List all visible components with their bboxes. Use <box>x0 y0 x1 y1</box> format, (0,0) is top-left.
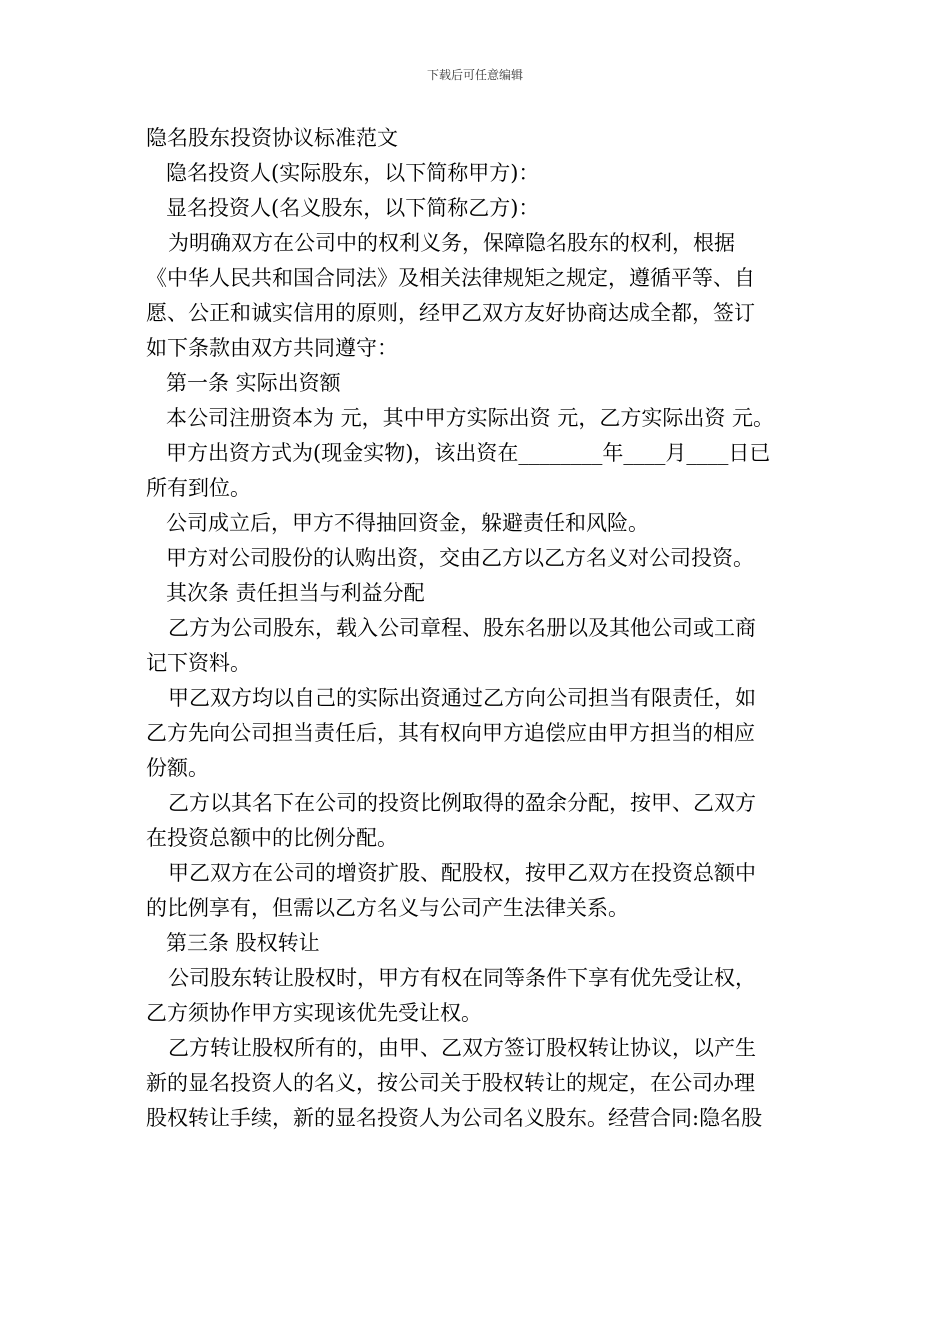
text-line: 愿、公正和诚实信用的原则，经甲乙双方友好协商达成全都，签订 <box>146 301 755 325</box>
page-header: 下载后可任意编辑 <box>426 68 523 82</box>
text-line: 新的显名投资人的名义，按公司关于股权转让的规定，在公司办理 <box>146 1071 755 1095</box>
text-line: 乙方须协作甲方实现该优先受让权。 <box>146 1001 482 1025</box>
text-line: 记下资料。 <box>146 651 251 675</box>
text-line: 乙方以其名下在公司的投资比例取得的盈余分配，按甲、乙双方 <box>168 791 756 815</box>
text-line: 股权转让手续，新的显名投资人为公司名义股东。经营合同:隐名股 <box>146 1106 763 1130</box>
document-title: 隐名股东投资协议标准范文 <box>146 126 398 150</box>
document-body <box>146 121 808 1136</box>
text-line: 本公司注册资本为 元，其中甲方实际出资 元，乙方实际出资 元。 <box>166 406 775 430</box>
text-line: 显名投资人(名义股东，以下简称乙方)： <box>166 196 540 220</box>
text-line: 乙方先向公司担当责任后，其有权向甲方追偿应由甲方担当的相应 <box>146 721 755 745</box>
text-line: 甲方对公司股份的认购出资，交由乙方以乙方名义对公司投资。 <box>166 546 754 570</box>
text-line: 所有到位。 <box>146 476 251 500</box>
text-line: 为明确双方在公司中的权利义务，保障隐名股东的权利，根据 <box>168 231 735 255</box>
text-line: 公司股东转让股权时，甲方有权在同等条件下享有优先受让权， <box>168 966 756 990</box>
text-line: 乙方为公司股东，载入公司章程、股东名册以及其他公司或工商 <box>168 616 756 640</box>
text-line: 份额。 <box>146 756 209 780</box>
section-heading: 第三条 股权转让 <box>166 931 320 955</box>
text-line: 隐名投资人(实际股东，以下简称甲方)： <box>166 161 540 185</box>
text-line: 《中华人民共和国合同法》及相关法律规矩之规定，遵循平等、自 <box>146 266 755 290</box>
text-line: 在投资总额中的比例分配。 <box>146 826 398 850</box>
text-line: 如下条款由双方共同遵守： <box>146 336 398 360</box>
text-line: 公司成立后，甲方不得抽回资金，躲避责任和风险。 <box>166 511 649 535</box>
text-line: 的比例享有，但需以乙方名义与公司产生法律关系。 <box>146 896 629 920</box>
text-line: 甲乙双方均以自己的实际出资通过乙方向公司担当有限责任，如 <box>168 686 756 710</box>
text-line: 甲方出资方式为(现金实物)，该出资在________年____月____日已 <box>166 441 771 465</box>
section-heading: 第一条 实际出资额 <box>166 371 341 395</box>
text-line: 甲乙双方在公司的增资扩股、配股权，按甲乙双方在投资总额中 <box>168 861 756 885</box>
section-heading: 其次条 责任担当与利益分配 <box>166 581 425 605</box>
text-line: 乙方转让股权所有的，由甲、乙双方签订股权转让协议，以产生 <box>168 1036 756 1060</box>
